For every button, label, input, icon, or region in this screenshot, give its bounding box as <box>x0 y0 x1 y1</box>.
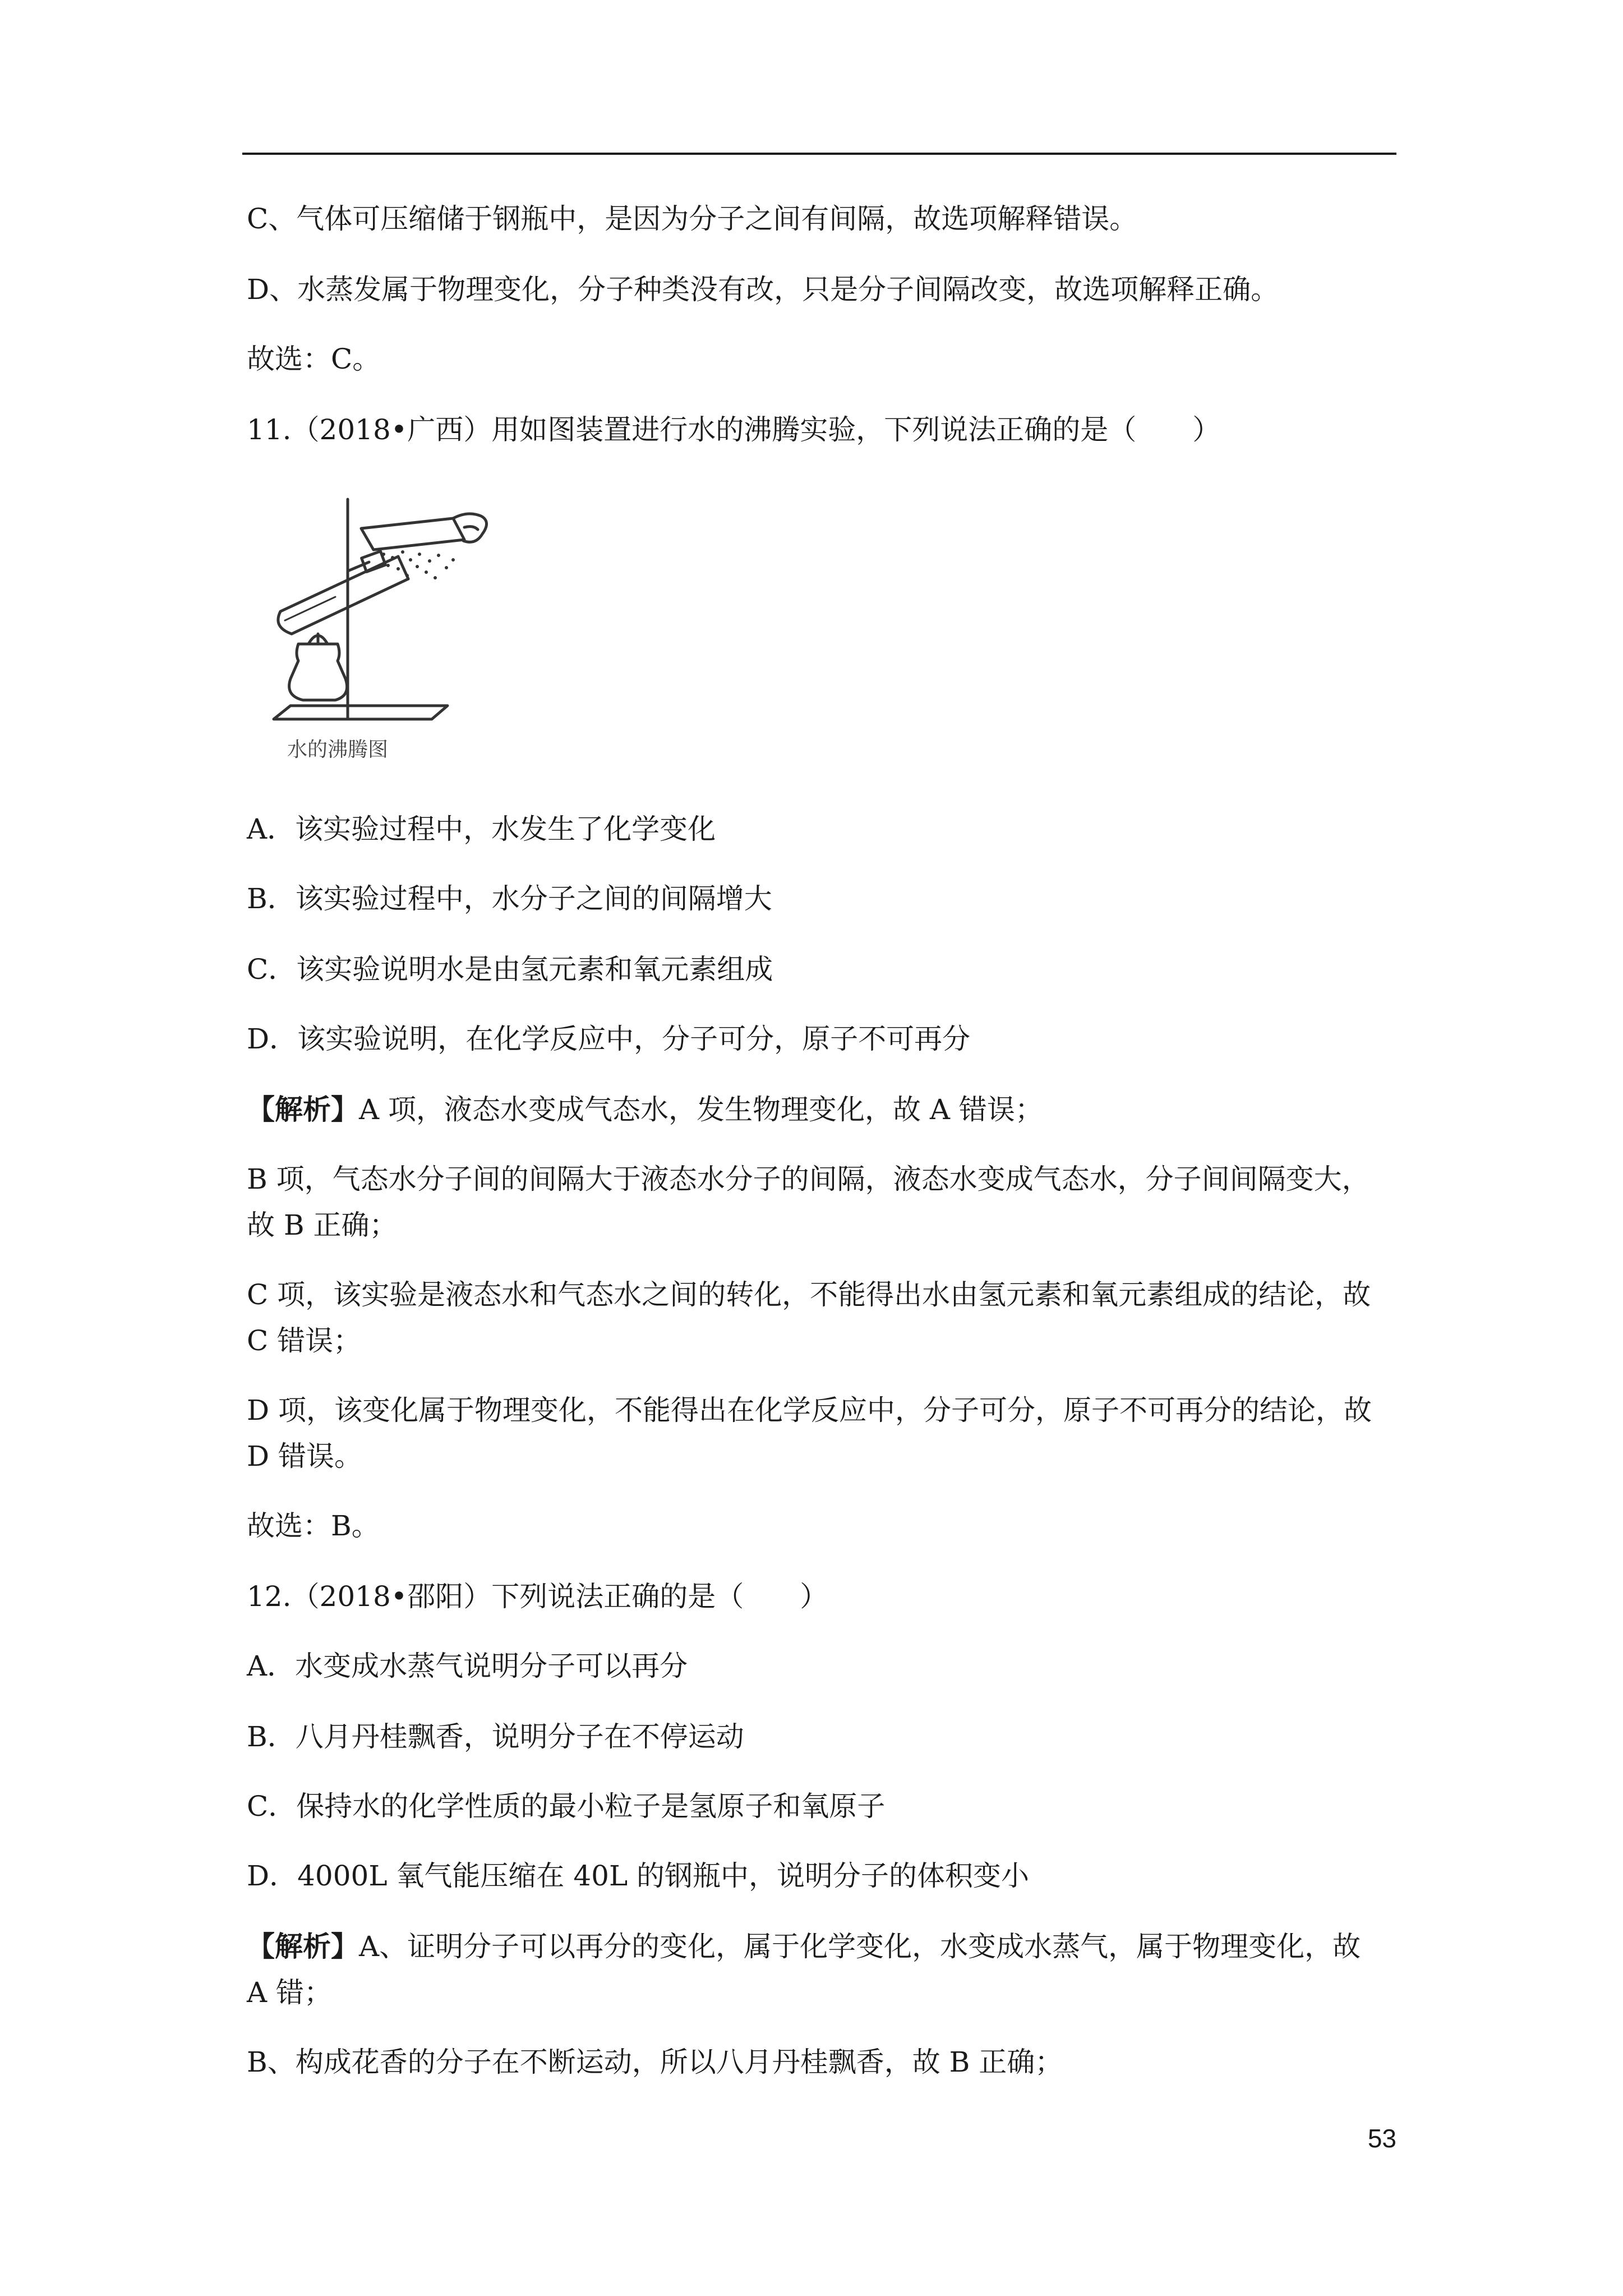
text-line: 故选：B。 <box>247 1510 380 1542</box>
text-line: B、构成花香的分子在不断运动，所以八月丹桂飘香，故 B 正确； <box>247 2046 1063 2078</box>
analysis-label: 【解析】 <box>247 1093 359 1126</box>
text-line: D、水蒸发属于物理变化，分子种类没有改，只是分子间隔改变，故选项解释正确。 <box>247 273 1279 306</box>
boiling-apparatus-figure <box>251 494 505 763</box>
analysis-line <box>247 1087 1396 1132</box>
text-line: B 项，气态水分子间的间隔大于液态水分子的间隔，液态水变成气态水，分子间间隔变大， <box>247 1163 1370 1195</box>
option-a: A．水变成水蒸气说明分子可以再分 <box>247 1650 688 1682</box>
option-c: C．该实验说明水是由氢元素和氧元素组成 <box>247 953 773 986</box>
analysis-text: A 项，液态水变成气态水，发生物理变化，故 A 错误； <box>359 1093 1043 1126</box>
text-line: C 错误； <box>247 1324 362 1357</box>
text-line: C、气体可压缩储于钢瓶中，是因为分子之间有间隔，故选项解释错误。 <box>247 203 1138 235</box>
option-a: A．该实验过程中，水发生了化学变化 <box>247 813 716 845</box>
text-line: A 错； <box>247 1976 333 2009</box>
text-line: C 项，该实验是液态水和气态水之间的转化，不能得出水由氢元素和氧元素组成的结论，故 <box>247 1278 1371 1311</box>
text-line: D 错误。 <box>247 1440 362 1473</box>
text-line: 故 B 正确； <box>247 1209 398 1241</box>
page-number: 53 <box>1367 2124 1396 2153</box>
option-b: B．该实验过程中，水分子之间的间隔增大 <box>247 882 772 915</box>
option-c: C．保持水的化学性质的最小粒子是氢原子和氧原子 <box>247 1790 886 1823</box>
text-line: 故选：C。 <box>247 343 381 375</box>
option-b: B．八月丹桂飘香，说明分子在不停运动 <box>247 1720 744 1753</box>
text-line: D 项，该变化属于物理变化，不能得出在化学反应中，分子可分，原子不可再分的结论，故 <box>247 1394 1372 1427</box>
option-d: D．4000L 氧气能压缩在 40L 的钢瓶中，说明分子的体积变小 <box>247 1860 1030 1892</box>
analysis-label: 【解析】 <box>247 1930 359 1963</box>
question-11: 11.（2018•广西）用如图装置进行水的沸腾实验，下列说法正确的是（ ） <box>247 413 1221 446</box>
figure-caption: 水的沸腾图 <box>287 738 389 761</box>
analysis-line <box>247 1924 1396 1969</box>
analysis-text: A、证明分子可以再分的变化，属于化学变化，水变成水蒸气，属于物理变化，故 <box>359 1930 1361 1963</box>
option-d: D．该实验说明，在化学反应中，分子可分，原子不可再分 <box>247 1023 971 1055</box>
boiling-apparatus-drawing <box>251 494 505 735</box>
question-12: 12.（2018•邵阳）下列说法正确的是（ ） <box>247 1580 828 1613</box>
header-rule <box>242 153 1396 155</box>
